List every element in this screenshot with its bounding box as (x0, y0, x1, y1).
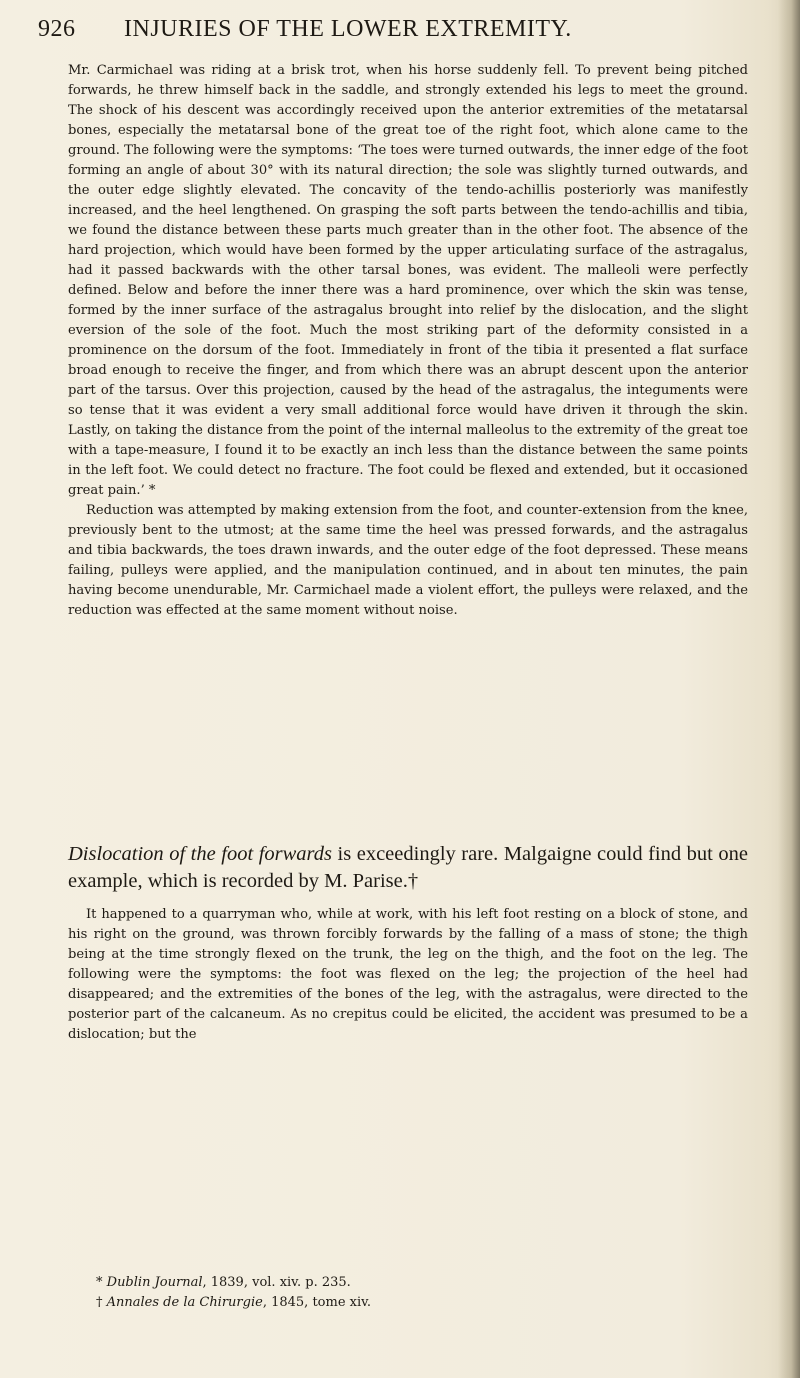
section-heading (68, 841, 748, 895)
footnote-citation: , 1839, vol. xiv. p. 235. (202, 1275, 351, 1290)
section-heading-italic: Dislocation of the foot forwards (68, 843, 332, 865)
main-text-continued (68, 905, 748, 1045)
footnote-mark: † (96, 1295, 107, 1310)
section-heading-rest: is exceedingly rare. Malgaigne could find but one example, which is recorded by M. Parise.† (68, 843, 748, 892)
footnote-1 (96, 1273, 746, 1293)
page-edge-shadow (778, 0, 800, 1378)
footnote-source: Annales de la Chirurgie (106, 1295, 263, 1310)
footnote-2 (96, 1293, 746, 1313)
page-number: 926 (38, 16, 76, 42)
paragraph-reduction: Reduction was attempted by making extension from the foot, and counter-extension from the knee, previously bent to the utmost; at the same time the heel was pressed forwards, and the astragalus and tibia backwards, the toes drawn inwards, and the outer edge of the foot depressed. These means failing, pulleys were applied, and the manipulation continued, and in about ten minutes, the pain having become unendurable, Mr. Carmichael made a violent effort, the pulleys were relaxed, and the reduction was effected at the same moment without noise. (68, 503, 748, 618)
footnote-source: Dublin Journal (106, 1275, 203, 1290)
running-title: INJURIES OF THE LOWER EXTREMITY. (124, 16, 572, 42)
paragraph-case-carmichael: Mr. Carmichael was riding at a brisk trot, when his horse suddenly fell. To prevent being pitched forwards, he threw himself back in the saddle, and strongly extended his legs to meet the ground. The shock of his descent was accordingly received upon the anterior extremities of the metatarsal bones, especially the metatarsal bone of the great toe of the right foot, which alone came to the ground. The following were the symptoms: ‘The toes were turned outwards, the inner edge of the foot forming an angle of about 30° with its natural direction; the sole was slightly turned outwards, and the outer edge slightly elevated. The concavity of the tendo-achillis posteriorly was manifestly increased, and the heel lengthened. On grasping the soft parts between the tendo-achillis and tibia, we found the distance between these parts much greater than in the other foot. The absence of the hard projection, which would have been formed by the upper articulating surface of the astragalus, had it passed backwards with the other tarsal bones, was evident. The malleoli were perfectly defined. Below and before the inner there was a hard prominence, over which the skin was tense, formed by the inner surface of the astragalus brought into relief by the dislocation, and the slight eversion of the sole of the foot. Much the most striking part of the deformity consisted in a prominence on the dorsum of the foot. Immediately in front of the tibia it presented a flat surface broad enough to receive the finger, and from which there was an abrupt descent upon the anterior part of the tarsus. Over this projection, caused by the head of the astragalus, the integuments were so tense that it was evident a very small additional force would have driven it through the skin. Lastly, on taking the distance from the point of the internal malleolus to the extremity of the great toe with a tape-measure, I found it to be exactly an inch less than the distance between the same points in the left foot. We could detect no fracture. The foot could be flexed and extended, but it occasioned great pain.’ * (68, 63, 748, 498)
footnote-citation: , 1845, tome xiv. (262, 1295, 372, 1310)
footnotes (96, 1273, 746, 1313)
paragraph-quarryman: It happened to a quarryman who, while at work, with his left foot resting on a block of stone, and his right on the ground, was thrown forcibly forwards by the falling of a mass of stone; the thigh being at the time strongly flexed on the trunk, the leg on the thigh, and the foot on the leg. The following were the symptoms: the foot was flexed on the leg; the projection of the heel had disappeared; and the extremities of the bones of the leg, with the astragalus, were directed to the posterior part of the calcaneum. As no crepitus could be elicited, the accident was presumed to be a dislocation; but the (68, 907, 748, 1042)
running-header (38, 16, 743, 52)
main-text (68, 61, 748, 621)
footnote-mark: * (96, 1275, 107, 1290)
